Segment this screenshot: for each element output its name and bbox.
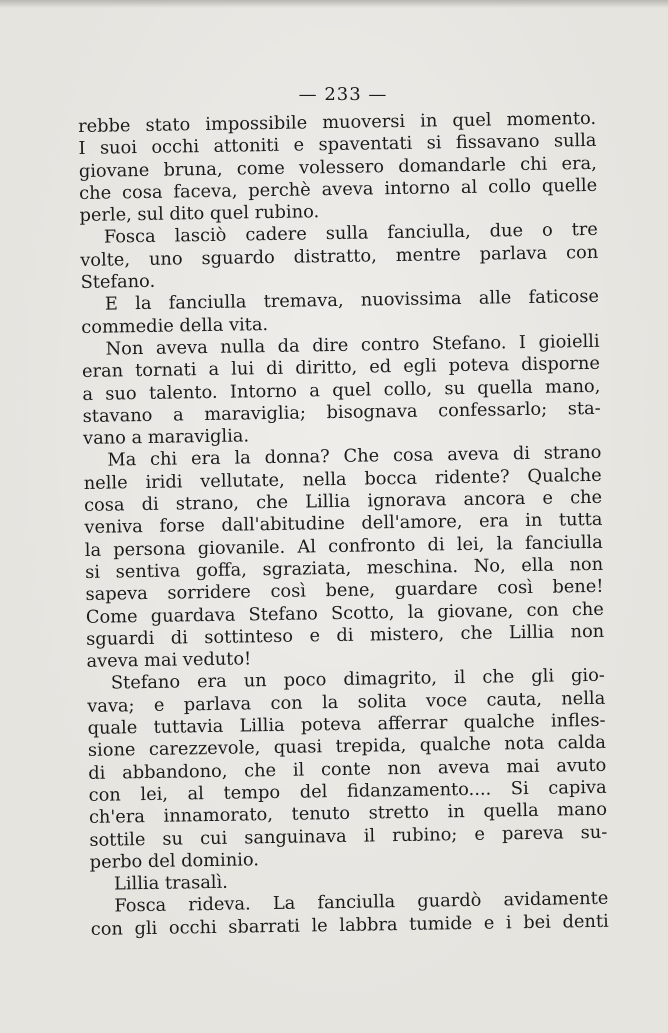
text-line: Come guardava Stefano Scotto, la giovane, con che	[85, 598, 604, 628]
text-line: Stefano era un poco dimagrito, il che gli gio-	[110, 665, 606, 694]
text-line: Lillia trasalì.	[113, 871, 229, 895]
text-line: a suo talento. Intorno a quel collo, su quella mano,	[82, 375, 601, 405]
text-line: E la fanciulla tremava, nuovissima alle faticose	[104, 286, 600, 315]
text-line: sione carezzevole, quasi trepida, qualche nota calda	[87, 732, 607, 762]
text-line: sottile su cui sanguinava il rubino; e pareva su-	[89, 821, 608, 851]
text-line: rebbe stato impossibile muoversi in quel momento.	[78, 107, 597, 137]
text-line: eran tornati a lui di diritto, ed egli poteva disporne	[81, 353, 601, 383]
text-line: commedie della vita.	[81, 313, 269, 338]
text-line: con lei, al tempo del fidanzamento.... Si capiva	[88, 776, 607, 806]
text-line: stavano a maraviglia; bisognava confessarlo; sta-	[82, 397, 601, 427]
text-line: I suoi occhi attoniti e spaventati si fissavano sulla	[78, 130, 597, 160]
text-line: la persona giovanile. Al confronto di lei, la fanciulla	[84, 531, 603, 561]
text-line: quale tuttavia Lillia poteva afferrar qualche infles-	[87, 709, 606, 739]
text-line: perle, sul dito quel rubino.	[79, 201, 320, 227]
text-line: vano a maraviglia.	[82, 425, 250, 450]
text-line: sapeva sorridere così bene, guardare così bene!	[85, 576, 604, 606]
text-line: Ma chi era la donna? Che cosa aveva di strano	[107, 442, 602, 472]
text-line: nelle iridi vellutate, nella bocca ridente? Qualche	[83, 464, 602, 494]
text-line: vava; e parlava con la solita voce cauta, nella	[87, 687, 606, 717]
page-number: — 233 —	[298, 84, 388, 105]
text-line: ch'era innamorato, tenuto stretto in quella mano	[88, 798, 608, 829]
text-line: di abbandono, che il conte non aveva mai avuto	[88, 754, 607, 784]
text-line: perbo del dominio.	[89, 849, 260, 873]
text-line: con gli occhi sbarrati le labbra tumide e i bei denti	[90, 910, 609, 940]
text-line: veniva forse dall'abitudine dell'amore, era in tutta	[84, 509, 603, 539]
text-line: Stefano.	[80, 270, 156, 294]
page-top-edge	[0, 0, 668, 8]
text-line: Fosca lasciò cadere sulla fanciulla, due o tre	[103, 219, 599, 249]
text-line: che cosa faceva, perchè aveva intorno al collo quelle	[79, 174, 598, 204]
text-line: Non aveva nulla da dire contro Stefano. I gioielli	[105, 330, 600, 360]
text-line: volte, uno sguardo distratto, mentre parlava con	[80, 241, 599, 271]
text-line: si sentiva goffa, sgraziata, meschina. No, ella non	[85, 553, 604, 583]
text-line: giovane bruna, come volessero domandarle chi era,	[78, 152, 597, 182]
text-line: Fosca rideva. La fanciulla guardò avidamente	[114, 888, 609, 917]
text-line: aveva mai veduto!	[86, 648, 252, 673]
text-line: sguardi di sottinteso e di mistero, che Lillia non	[86, 620, 605, 650]
text-line: cosa di strano, che Lillia ignorava ancora e che	[83, 486, 603, 516]
body-text	[78, 108, 609, 941]
